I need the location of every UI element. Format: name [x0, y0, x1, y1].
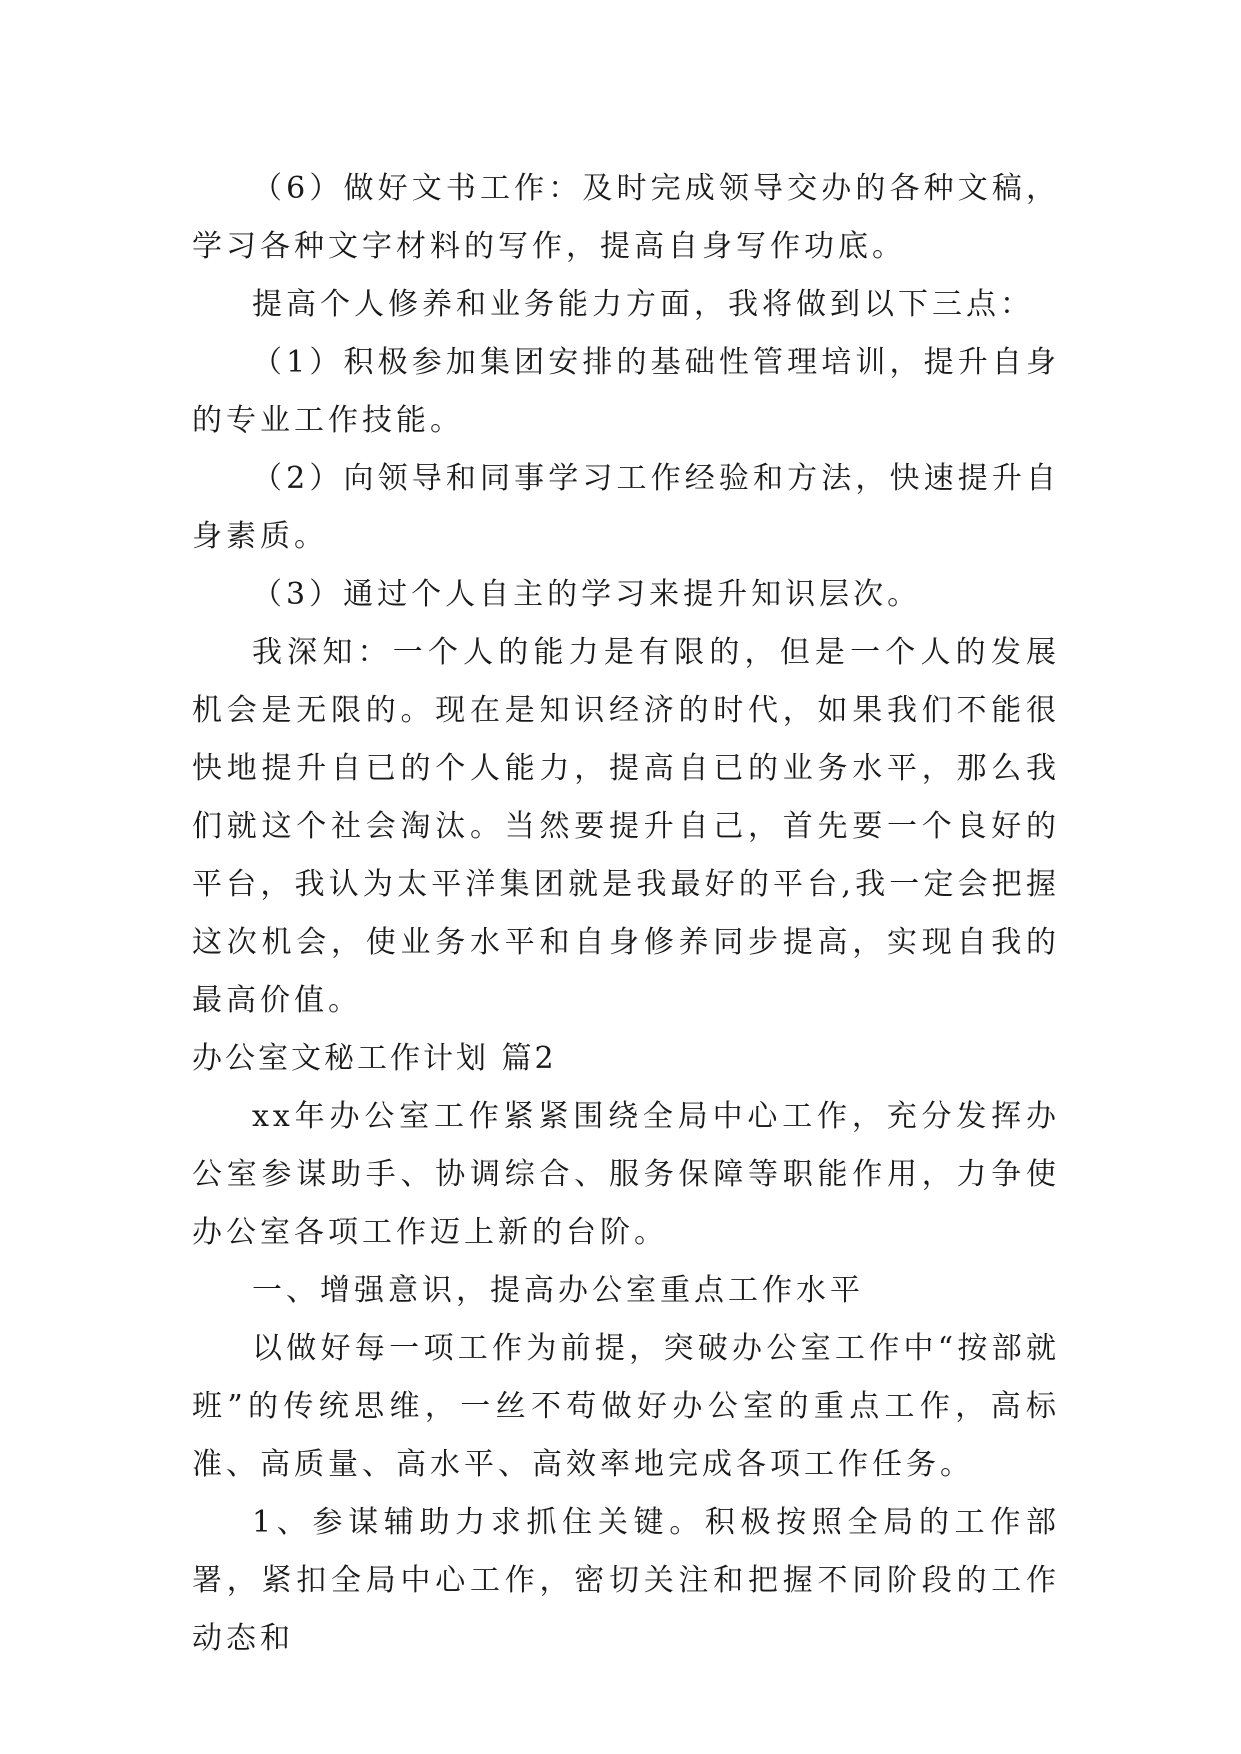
paragraph-key-work: 以做好每一项工作为前提，突破办公室工作中“按部就班”的传统思维，一丝不苟做好办公室的重点工作，高标准、高质量、高水平、高效率地完成各项工作任务。 — [192, 1331, 1060, 1482]
paragraph-conclusion: 我深知：一个人的能力是有限的，但是一个人的发展机会是无限的。现在是知识经济的时代，如果我们不能很快地提升自已的个人能力，提高自已的业务水平，那么我们就这个社会淘汰。当然要提升自己，首先要一个良好的平台，我认为太平洋集团就是我最好的平台,我一定会把握这次机会，使业务水平和自身修养同步提高，实现自我的最高价值。 — [192, 635, 1060, 1018]
paragraph-office-overview: xx年办公室工作紧紧围绕全局中心工作，充分发挥办公室参谋助手、协调综合、服务保障等职能作用，力争使办公室各项工作迈上新的台阶。 — [192, 1099, 1060, 1250]
paragraph-clerical-work: （6）做好文书工作：及时完成领导交办的各种文稿，学习各种文字材料的写作，提高自身写作功底。 — [192, 171, 1060, 264]
subsection-heading-1: 一、增强意识，提高办公室重点工作水平 — [252, 1273, 864, 1308]
paragraph-point-2: （2）向领导和同事学习工作经验和方法，快速提升自身素质。 — [192, 461, 1060, 554]
document-body — [192, 160, 1060, 1668]
paragraph-self-improvement-intro: 提高个人修养和业务能力方面，我将做到以下三点： — [252, 287, 1034, 322]
section-title: 办公室文秘工作计划 篇2 — [192, 1041, 557, 1076]
paragraph-point-3: （3）通过个人自主的学习来提升知识层次。 — [252, 577, 922, 612]
paragraph-advisory-role: 1、参谋辅助力求抓住关键。积极按照全局的工作部署，紧扣全局中心工作，密切关注和把握不同阶段的工作动态和 — [192, 1505, 1060, 1656]
paragraph-point-1: （1）积极参加集团安排的基础性管理培训，提升自身的专业工作技能。 — [192, 345, 1060, 438]
